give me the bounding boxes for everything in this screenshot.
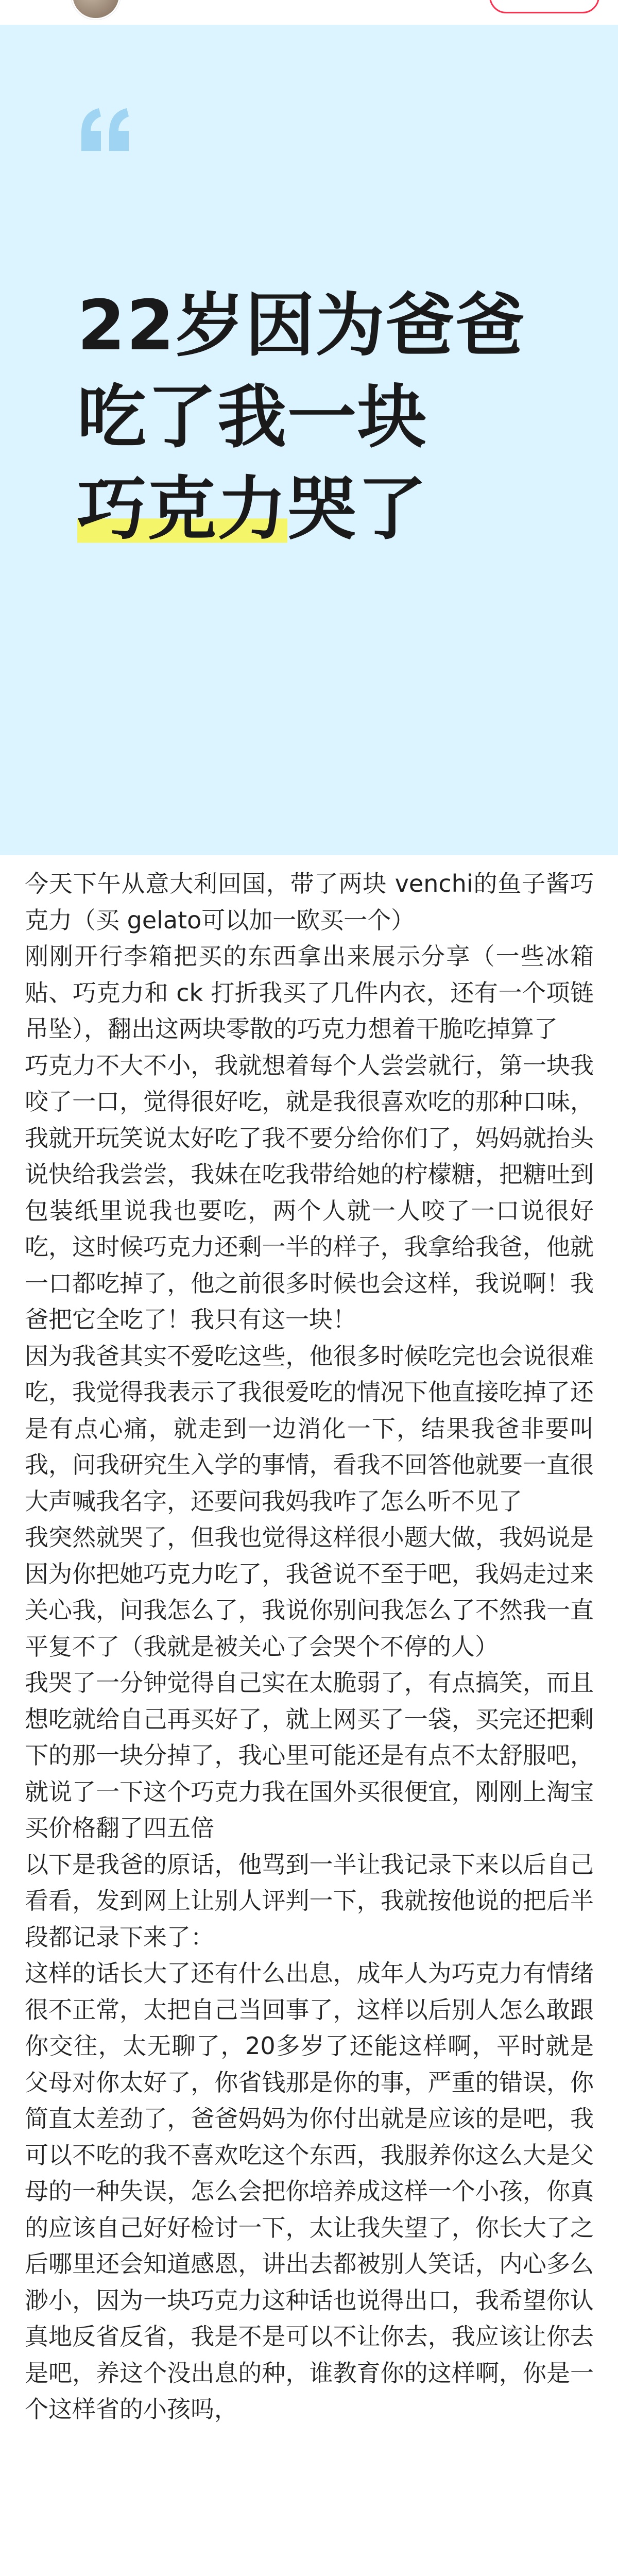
top-bar (0, 0, 618, 25)
post-body (25, 866, 594, 2428)
avatar[interactable] (71, 0, 121, 20)
post-paragraph: 今天下午从意大利回国，带了两块 venchi的鱼子酱巧克力（买 gelato可以加一欧买一个） (25, 870, 594, 934)
cover-title-line-1: 22岁因为爸爸 (77, 285, 526, 366)
post-paragraph: 我哭了一分钟觉得自己实在太脆弱了，有点搞笑，而且想吃就给自己再买好了，就上网买了一袋，买完还把剩下的那一块分掉了，我心里可能还是有点不太舒服吧，就说了一下这个巧克力我在国外买很便宜，刚刚上淘宝买价格翻了四五倍 (25, 1669, 594, 1842)
post-paragraph: 因为我爸其实不爱吃这些，他很多时候吃完也会说很难吃，我觉得我表示了我很爱吃的情况下他直接吃掉了还是有点心痛，就走到一边消化一下，结果我爸非要叫我，问我研究生入学的事情，看我不回答他就要一直很大声喊我名字，还要问我妈我咋了怎么听不见了 (25, 1342, 594, 1515)
quote-icon (77, 102, 134, 159)
post-paragraph: 刚刚开行李箱把买的东西拿出来展示分享（一些冰箱贴、巧克力和 ck 打折我买了几件内衣，还有一个项链吊坠），翻出这两块零散的巧克力想着干脆吃掉算了 (25, 942, 594, 1043)
cover-title-line-2: 吃了我一块 (77, 377, 428, 457)
cover-title-line-3 (77, 463, 525, 555)
post-paragraph: 这样的话长大了还有什么出息，成年人为巧克力有情绪很不正常，太把自己当回事了，这样以后别人怎么敢跟你交往，太无聊了，20多岁了还能这样啊，平时就是父母对你太好了，你省钱那是你的事，严重的错误，你简直太差劲了，爸爸妈妈为你付出就是应该的是吧，我可以不吃的我不喜欢吃这个东西，我服养你这么大是父母的一种失误，怎么会把你培养成这样一个小孩，你真的应该自己好好检讨一下，太让我失望了，你长大了之后哪里还会知道感恩，讲出去都被别人笑话，内心多么渺小，因为一块巧克力这种话也说得出口，我希望你认真地反省反省，我是不是可以不让你去，我应该让你去是吧，养这个没出息的种，谁教育你的这样啊，你是一个这样省的小孩吗， (25, 1959, 594, 2423)
cover-title (77, 280, 525, 555)
follow-button[interactable] (489, 0, 599, 13)
cover-card (0, 25, 618, 855)
post-paragraph: 我突然就哭了，但我也觉得这样很小题大做，我妈说是因为你把她巧克力吃了，我爸说不至于吧，我妈走过来关心我，问我怎么了，我说你别问我怎么了不然我一直平复不了（我就是被关心了会哭个不停的人） (25, 1523, 594, 1660)
post-paragraph: 以下是我爸的原话，他骂到一半让我记录下来以后自己看看，发到网上让别人评判一下，我就按他说的把后半段都记录下来了： (25, 1850, 594, 1951)
cover-title-line-3-rest: 哭了 (287, 469, 428, 549)
highlighted-text: 巧克力 (77, 469, 288, 549)
post-paragraph: 巧克力不大不小，我就想着每个人尝尝就行，第一块我咬了一口，觉得很好吃，就是我很喜欢吃的那种口味，我就开玩笑说太好吃了我不要分给你们了，妈妈就抬头说快给我尝尝，我妹在吃我带给她的柠檬糖，把糖吐到包装纸里说我也要吃，两个人就一人咬了一口说很好吃，这时候巧克力还剩一半的样子，我拿给我爸，他就一口都吃掉了，他之前很多时候也会这样，我说啊！我爸把它全吃了！我只有这一块！ (25, 1051, 594, 1333)
